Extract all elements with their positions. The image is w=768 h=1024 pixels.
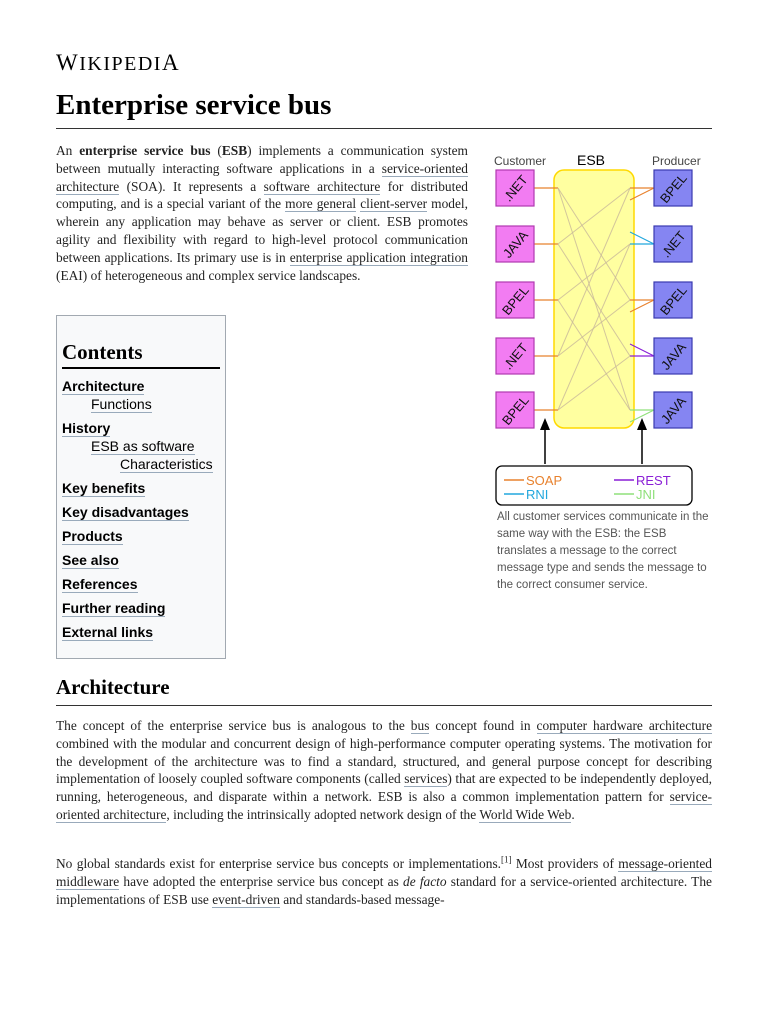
legend-jni: JNI xyxy=(636,487,656,502)
link-message-oriented-middleware[interactable]: message-oriented middleware xyxy=(56,856,712,889)
toc-item-esb-as-software[interactable]: ESB as software xyxy=(91,438,195,454)
toc-item-key-benefits[interactable]: Key benefits xyxy=(62,480,146,496)
customer-label: Customer xyxy=(494,154,547,168)
intro-paragraph: An enterprise service bus (ESB) implements a communication system between mutually interacting software applications in a service-oriented architecture (SOA). It represents a software architecture for distributed computing, and is a special variant of the more general client-server model, wherein any application may behave as server or client. ESB promotes agility and flexibility with regard to high-level protocol communication between applications. Its primary use is in enterprise application integration (EAI) of heterogeneous and complex service landscapes. xyxy=(56,143,468,283)
esb-diagram[interactable] xyxy=(490,148,710,512)
toc-item-see-also[interactable]: See also xyxy=(62,552,119,568)
customer-services xyxy=(496,170,534,428)
toc-item-external-links[interactable]: External links xyxy=(62,624,154,640)
producer-service-box-label: .NET xyxy=(658,228,689,261)
toc-item-references[interactable]: References xyxy=(62,576,138,592)
legend-rni: RNI xyxy=(526,487,549,502)
legend-soap: SOAP xyxy=(526,473,563,488)
architecture-paragraph-1: The concept of the enterprise service bus is analogous to the bus concept found in computer hardware architecture combined with the modular and concurrent design of high-performance computer operating systems. The motivation for the development of the architecture was to find a standard, structured, and general purpose concept for describing implementation of loosely coupled software components (called services) that are expected to be independently deployed, running, heterogeneous, and disparate within a network. ESB is also a common implementation pattern for service-oriented architecture, including the intrinsically adopted network design of the World Wide Web. xyxy=(56,718,713,822)
customer-service-box-label: BPEL xyxy=(498,282,532,318)
esb-label: ESB xyxy=(577,152,606,168)
link-computer-hardware-architecture[interactable]: computer hardware architecture xyxy=(536,718,713,733)
link-world-wide-web[interactable]: World Wide Web xyxy=(479,806,572,822)
reference-1[interactable]: [1] xyxy=(501,855,512,865)
architecture-paragraph-2: No global standards exist for enterprise service bus concepts or implementations.[1] Most providers of message-oriented middleware have adopted the enterprise service bus concept as de facto standard for a service-oriented architecture. The implementations of ESB use event-driven and standards-based message- xyxy=(56,855,712,907)
link-event-driven[interactable]: event-driven xyxy=(212,891,280,907)
producer-service-box-label: BPEL xyxy=(656,170,690,206)
page-title: Enterprise service bus xyxy=(56,86,712,129)
toc-item-key-disadvantages[interactable]: Key disadvantages xyxy=(62,504,189,520)
toc-item-products[interactable]: Products xyxy=(62,528,123,544)
toc-item-architecture[interactable]: Architecture xyxy=(62,378,145,394)
legend-rest: REST xyxy=(636,473,671,488)
link-enterprise-application-integration[interactable]: enterprise application integration xyxy=(289,249,468,265)
toc-item-history[interactable]: History xyxy=(62,420,111,436)
wikipedia-logo[interactable]: WIKIPEDIA xyxy=(56,50,181,75)
customer-arrow-head xyxy=(540,418,550,430)
toc-item-characteristics[interactable]: Characteristics xyxy=(120,456,213,472)
customer-service-box-label: .NET xyxy=(500,172,531,205)
link-client-server[interactable]: client-server xyxy=(360,196,428,212)
producer-service-box-label: BPEL xyxy=(656,282,690,318)
link-bus[interactable]: bus xyxy=(410,718,430,733)
producer-service-box-label: JAVA xyxy=(657,339,689,373)
producer-arrow-head xyxy=(637,418,647,430)
toc-item-further-reading[interactable]: Further reading xyxy=(62,600,166,616)
producer-services xyxy=(654,170,692,428)
customer-service-box-label: JAVA xyxy=(499,227,531,261)
link-service-oriented-architecture[interactable]: service-oriented architecture xyxy=(56,160,468,194)
link-more-general[interactable]: more general xyxy=(285,196,357,212)
link-service-oriented-architecture-2[interactable]: service-oriented architecture xyxy=(56,789,712,822)
table-of-contents xyxy=(56,315,226,659)
section-heading-architecture: Architecture xyxy=(56,673,712,706)
customer-service-box-label: BPEL xyxy=(498,392,532,428)
figure-caption: All customer services communicate in the same way with the ESB: the ESB translates a message to the correct message type and sends the message to the correct consumer service. xyxy=(497,511,709,591)
link-software-architecture[interactable]: software architecture xyxy=(263,178,381,194)
producer-service-box-label: JAVA xyxy=(657,393,689,427)
toc-item-functions[interactable]: Functions xyxy=(91,396,152,412)
link-services[interactable]: services xyxy=(404,771,448,787)
customer-service-box-label: .NET xyxy=(500,340,531,373)
toc-title: Contents xyxy=(62,340,220,369)
producer-label: Producer xyxy=(652,154,701,168)
